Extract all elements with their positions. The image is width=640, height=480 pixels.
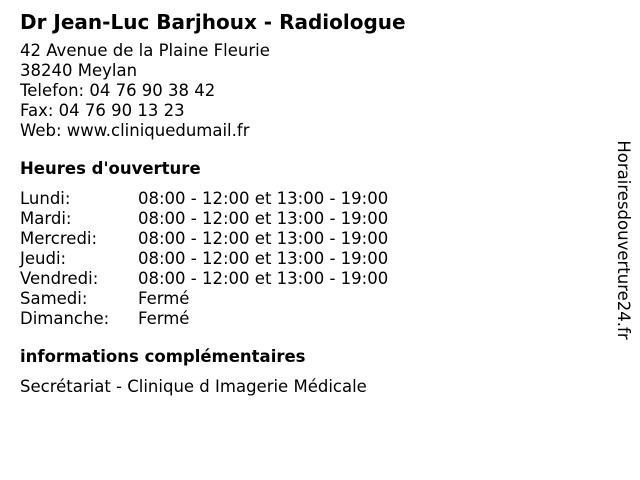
hours-day-label: Samedi: [20, 289, 88, 308]
hours-time-value: 08:00 - 12:00 et 13:00 - 19:00 [138, 249, 389, 268]
fax-line: Fax: 04 76 90 13 23 [20, 101, 185, 120]
address-city: 38240 Meylan [20, 61, 138, 80]
hours-time-value: 08:00 - 12:00 et 13:00 - 19:00 [138, 269, 389, 288]
info-heading: informations complémentaires [20, 347, 306, 366]
info-text: Secrétariat - Clinique d Imagerie Médicale [20, 377, 367, 396]
hours-day-label: Mercredi: [20, 229, 98, 248]
phone-line[interactable]: Telefon: 04 76 90 38 42 [20, 81, 216, 100]
hours-time-value: Fermé [138, 309, 190, 328]
hours-table [20, 189, 590, 329]
side-brand-label: Horairesdouverture24.fr [614, 140, 633, 340]
page-title: Dr Jean-Luc Barjhoux - Radiologue [20, 10, 406, 34]
hours-time-value: 08:00 - 12:00 et 13:00 - 19:00 [138, 189, 389, 208]
practice-card [20, 9, 590, 397]
hours-row-jeudi [20, 249, 590, 269]
hours-time-value: Fermé [138, 289, 190, 308]
hours-time-value: 08:00 - 12:00 et 13:00 - 19:00 [138, 229, 389, 248]
hours-row-dimanche [20, 309, 590, 329]
web-line[interactable]: Web: www.cliniquedumail.fr [20, 121, 250, 140]
hours-day-label: Lundi: [20, 189, 71, 208]
hours-row-samedi [20, 289, 590, 309]
hours-row-mardi [20, 209, 590, 229]
hours-row-mercredi [20, 229, 590, 249]
address-street: 42 Avenue de la Plaine Fleurie [20, 41, 270, 60]
address-block [20, 41, 590, 141]
hours-day-label: Mardi: [20, 209, 72, 228]
hours-row-vendredi [20, 269, 590, 289]
hours-heading: Heures d'ouverture [20, 159, 201, 178]
hours-time-value: 08:00 - 12:00 et 13:00 - 19:00 [138, 209, 389, 228]
hours-row-lundi [20, 189, 590, 209]
hours-day-label: Dimanche: [20, 309, 110, 328]
hours-day-label: Jeudi: [20, 249, 67, 268]
hours-day-label: Vendredi: [20, 269, 99, 288]
